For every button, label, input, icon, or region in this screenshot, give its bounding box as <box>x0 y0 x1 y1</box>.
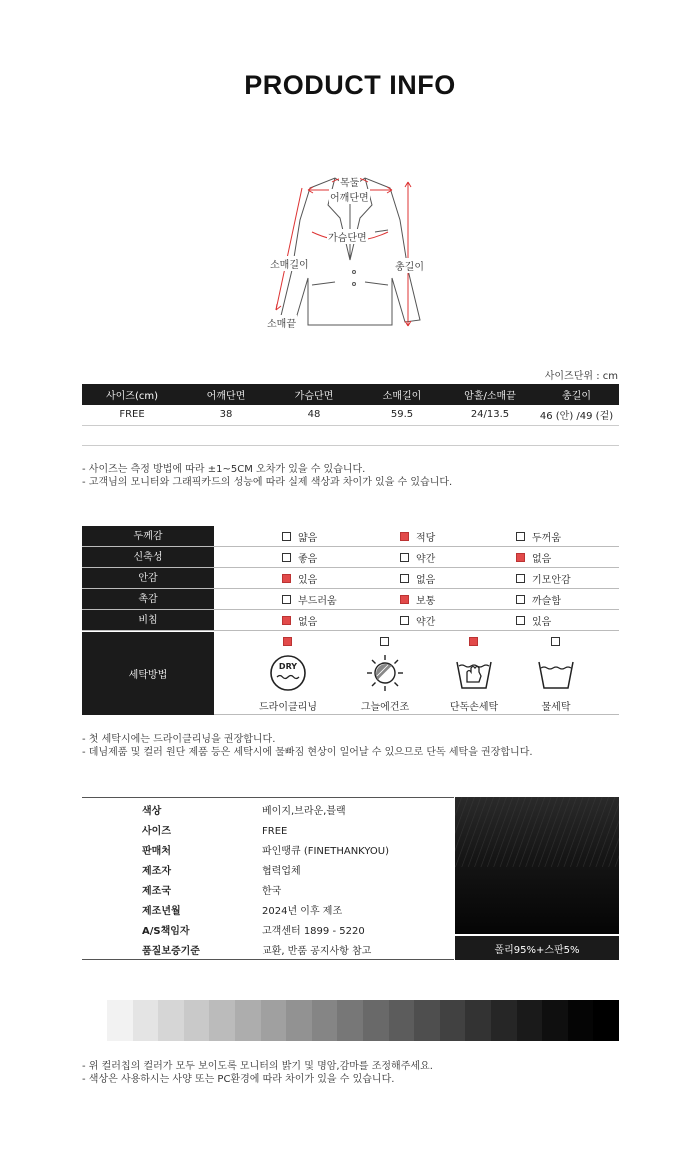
checkbox <box>400 595 409 604</box>
size-cell: 38 <box>182 405 270 425</box>
spec-row <box>82 922 454 942</box>
attribute-option <box>400 589 435 610</box>
gray-swatch <box>107 1000 133 1041</box>
option-label: 기모안감 <box>532 575 571 586</box>
spec-key: 제조년월 <box>142 906 181 917</box>
gray-swatch <box>363 1000 389 1041</box>
option-label: 보통 <box>416 596 436 607</box>
fabric-attribute-table <box>82 526 619 715</box>
spec-value: 고객센터 1899 - 5220 <box>262 926 365 937</box>
attribute-option <box>282 610 317 631</box>
sleeve-end-label: 소매끝 <box>266 315 297 330</box>
size-header-cell: 암홀/소매끝 <box>446 384 534 405</box>
size-header-cell: 사이즈(cm) <box>82 384 182 405</box>
wash-label: 드라이클리닝 <box>259 702 317 713</box>
attribute-option <box>516 589 561 610</box>
gray-swatch <box>517 1000 543 1041</box>
gray-swatch <box>337 1000 363 1041</box>
attribute-option <box>400 547 435 568</box>
wash-label: 단독손세탁 <box>449 702 499 713</box>
wash-notes <box>82 733 533 759</box>
checkbox <box>282 532 291 541</box>
attribute-row <box>82 547 619 568</box>
size-cell: FREE <box>82 405 182 425</box>
attribute-option <box>516 610 551 631</box>
spec-value: 한국 <box>262 886 282 897</box>
option-label: 있음 <box>298 575 318 586</box>
note-line: - 색상은 사용하시는 사양 또는 PC환경에 따라 차이가 있을 수 있습니다. <box>82 1074 395 1085</box>
empty-cell <box>82 425 619 445</box>
size-header-cell: 소매길이 <box>358 384 446 405</box>
attribute-row <box>82 526 619 547</box>
water-wash-icon <box>537 654 575 692</box>
attribute-row <box>82 610 619 631</box>
washing-label: 세탁방법 <box>82 632 214 715</box>
size-table-header <box>82 384 619 405</box>
wash-option-hand-wash <box>434 632 514 715</box>
gray-swatch <box>158 1000 184 1041</box>
checkbox <box>380 637 389 646</box>
checkbox <box>400 553 409 562</box>
washing-row <box>82 632 619 715</box>
spec-row <box>82 862 454 882</box>
option-label: 좋음 <box>298 554 318 565</box>
table-row <box>82 405 619 425</box>
table-row-empty <box>82 425 619 445</box>
checkbox <box>516 595 525 604</box>
gray-swatch <box>261 1000 287 1041</box>
option-label: 까슬함 <box>532 596 561 607</box>
checkbox <box>516 532 525 541</box>
attribute-row <box>82 589 619 610</box>
fabric-swatch-image <box>455 797 619 934</box>
fabric-texture <box>455 797 619 934</box>
checkbox <box>282 553 291 562</box>
size-table <box>82 384 619 446</box>
attribute-option <box>516 526 561 547</box>
collar-label: 목둘 <box>339 174 360 189</box>
size-unit: 사이즈단위 : cm <box>544 371 618 382</box>
gray-swatch <box>414 1000 440 1041</box>
hand-wash-icon <box>455 654 493 692</box>
note-line: - 데님제품 및 컬러 원단 제품 등은 세탁시에 물빠짐 현상이 일어날 수 있으므로 단독 세탁을 권장합니다. <box>82 747 533 758</box>
gray-swatch <box>568 1000 594 1041</box>
spec-row <box>82 942 454 962</box>
gray-swatch <box>593 1000 619 1041</box>
spec-key: A/S책임자 <box>142 926 190 937</box>
spec-key: 제조자 <box>142 866 171 877</box>
wash-option-shade-dry <box>345 632 425 715</box>
option-label: 약간 <box>416 617 436 628</box>
option-label: 없음 <box>416 575 436 586</box>
attribute-label: 안감 <box>82 568 214 588</box>
total-length-label: 총길이 <box>394 258 425 273</box>
checkbox <box>469 637 478 646</box>
spec-key: 판매처 <box>142 846 171 857</box>
attribute-option <box>282 526 317 547</box>
checkbox <box>516 553 525 562</box>
note-line: - 위 컬러칩의 컬러가 모두 보이도록 모니터의 밝기 및 명암,감마를 조정해주세요. <box>82 1061 433 1072</box>
shoulder-label: 어깨단면 <box>329 189 370 204</box>
gray-swatch <box>440 1000 466 1041</box>
wash-option-dry-clean <box>248 632 328 715</box>
attribute-label: 비침 <box>82 610 214 630</box>
spec-value: 베이지,브라운,블랙 <box>262 806 346 817</box>
size-cell: 48 <box>270 405 358 425</box>
size-notes <box>82 463 452 489</box>
option-label: 부드러움 <box>298 596 337 607</box>
checkbox <box>400 616 409 625</box>
attribute-option <box>400 526 435 547</box>
checkbox <box>282 595 291 604</box>
gray-swatch <box>542 1000 568 1041</box>
wash-option-water-wash <box>516 632 596 715</box>
gray-swatch <box>389 1000 415 1041</box>
color-notes <box>82 1060 433 1086</box>
checkbox <box>283 637 292 646</box>
wash-label: 그늘에건조 <box>360 702 410 713</box>
gray-swatch <box>286 1000 312 1041</box>
spec-value: 협력업체 <box>262 866 301 877</box>
spec-key: 제조국 <box>142 886 171 897</box>
gray-swatch <box>184 1000 210 1041</box>
option-label: 적당 <box>416 533 436 544</box>
attribute-option <box>282 568 317 589</box>
grayscale-chart <box>107 1000 619 1041</box>
dry-text: DRY <box>278 662 298 671</box>
attribute-option <box>282 547 317 568</box>
size-header-cell: 가슴단면 <box>270 384 358 405</box>
option-label: 없음 <box>298 617 318 628</box>
spec-value: FREE <box>262 826 288 837</box>
size-cell: 24/13.5 <box>446 405 534 425</box>
attribute-label: 두께감 <box>82 526 214 546</box>
attribute-row <box>82 568 619 589</box>
spec-row <box>82 842 454 862</box>
gray-swatch <box>312 1000 338 1041</box>
option-label: 얇음 <box>298 533 318 544</box>
spec-row <box>82 882 454 902</box>
attribute-option <box>400 610 435 631</box>
spec-value: 파인땡큐 (FINETHANKYOU) <box>262 846 390 857</box>
attribute-option <box>516 547 551 568</box>
size-header-cell: 총길이 <box>534 384 619 405</box>
checkbox <box>282 616 291 625</box>
note-line: - 첫 세탁시에는 드라이클리닝을 권장합니다. <box>82 734 276 745</box>
dry-clean-icon <box>269 654 307 692</box>
spec-key: 품질보증기준 <box>142 946 200 957</box>
note-line: - 사이즈는 측정 방법에 따라 ±1~5CM 오차가 있을 수 있습니다. <box>82 464 366 475</box>
sleeve-length-label: 소매길이 <box>269 256 310 271</box>
checkbox <box>551 637 560 646</box>
product-spec-table <box>82 797 454 960</box>
spec-value: 교환, 반품 공지사항 참고 <box>262 946 372 957</box>
option-label: 약간 <box>416 554 436 565</box>
page-title: PRODUCT INFO <box>244 70 456 100</box>
fabric-composition: 폴리95%+스판5% <box>455 936 619 960</box>
option-label: 두꺼움 <box>532 533 561 544</box>
attribute-option <box>282 589 337 610</box>
gray-swatch <box>235 1000 261 1041</box>
size-cell: 46 (안) /49 (겉) <box>534 405 619 425</box>
checkbox <box>400 532 409 541</box>
jacket-diagram <box>240 160 460 335</box>
attribute-option <box>516 568 571 589</box>
attribute-label: 촉감 <box>82 589 214 609</box>
option-label: 없음 <box>532 554 552 565</box>
spec-row <box>82 822 454 842</box>
gray-swatch <box>465 1000 491 1041</box>
spec-row <box>82 802 454 822</box>
wash-label: 물세탁 <box>541 702 571 713</box>
size-cell: 59.5 <box>358 405 446 425</box>
option-label: 있음 <box>532 617 552 628</box>
spec-row <box>82 902 454 922</box>
checkbox <box>400 574 409 583</box>
spec-key: 사이즈 <box>142 826 171 837</box>
spec-value: 2024년 이후 제조 <box>262 906 343 917</box>
attribute-label: 신축성 <box>82 547 214 567</box>
checkbox <box>282 574 291 583</box>
gray-swatch <box>209 1000 235 1041</box>
checkbox <box>516 616 525 625</box>
shade-dry-icon <box>366 654 404 692</box>
attribute-option <box>400 568 435 589</box>
gray-swatch <box>133 1000 159 1041</box>
note-line: - 고객님의 모니터와 그래픽카드의 성능에 따라 실제 색상과 차이가 있을 수 있습니다. <box>82 477 453 488</box>
spec-key: 색상 <box>142 806 162 817</box>
chest-label: 가슴단면 <box>327 229 368 244</box>
size-header-cell: 어깨단면 <box>182 384 270 405</box>
gray-swatch <box>491 1000 517 1041</box>
checkbox <box>516 574 525 583</box>
